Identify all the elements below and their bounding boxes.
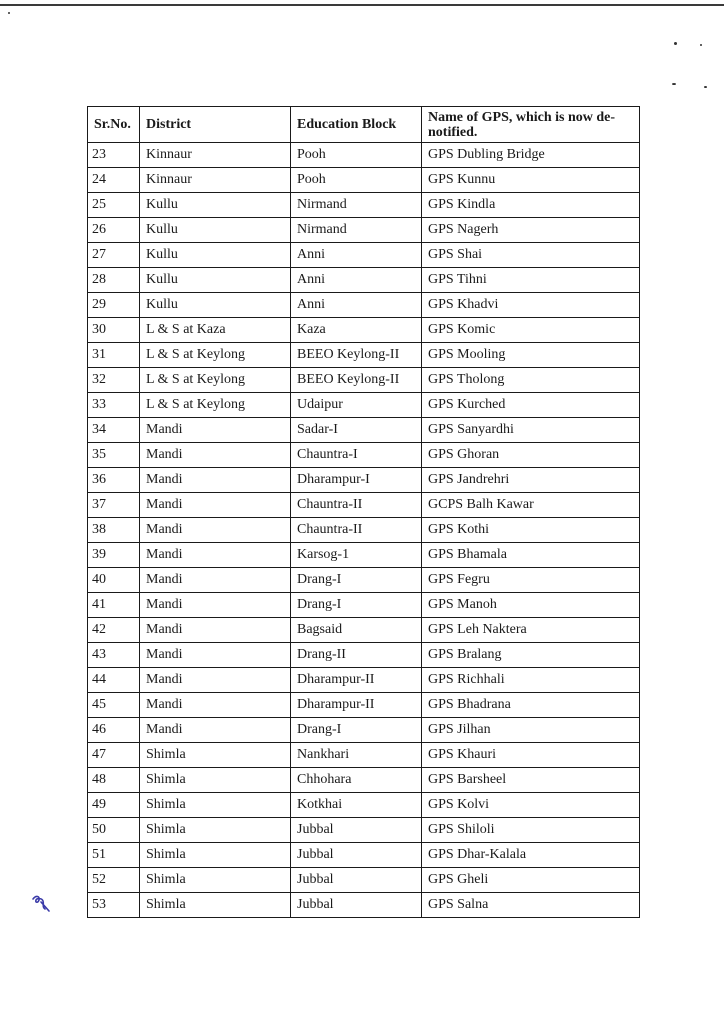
table-row [88, 393, 640, 418]
cell-gps-name: GPS Kindla [422, 193, 640, 218]
cell-gps-name: GPS Khauri [422, 743, 640, 768]
cell-district: Kullu [140, 243, 291, 268]
table-row [88, 368, 640, 393]
cell-sr-no: 26 [88, 218, 140, 243]
cell-gps-name: GPS Richhali [422, 668, 640, 693]
cell-gps-name: GPS Tihni [422, 268, 640, 293]
cell-education-block: Anni [291, 293, 422, 318]
cell-sr-no: 47 [88, 743, 140, 768]
cell-district: Shimla [140, 818, 291, 843]
cell-gps-name: GPS Barsheel [422, 768, 640, 793]
cell-gps-name: GPS Shai [422, 243, 640, 268]
cell-sr-no: 42 [88, 618, 140, 643]
scan-speck [700, 44, 702, 46]
cell-district: L & S at Kaza [140, 318, 291, 343]
cell-sr-no: 29 [88, 293, 140, 318]
cell-gps-name: GPS Jilhan [422, 718, 640, 743]
cell-sr-no: 37 [88, 493, 140, 518]
cell-sr-no: 31 [88, 343, 140, 368]
cell-education-block: Chauntra-II [291, 493, 422, 518]
cell-gps-name: GPS Kothi [422, 518, 640, 543]
cell-education-block: Anni [291, 268, 422, 293]
scan-top-edge [0, 4, 724, 6]
table-row [88, 143, 640, 168]
cell-district: Mandi [140, 418, 291, 443]
cell-education-block: Kaza [291, 318, 422, 343]
table-row [88, 618, 640, 643]
table-row [88, 693, 640, 718]
table-row [88, 168, 640, 193]
header-education-block: Education Block [291, 107, 422, 143]
cell-sr-no: 38 [88, 518, 140, 543]
cell-district: Mandi [140, 668, 291, 693]
cell-gps-name: GPS Kurched [422, 393, 640, 418]
cell-education-block: Pooh [291, 143, 422, 168]
cell-sr-no: 28 [88, 268, 140, 293]
denotified-gps-table [87, 106, 640, 918]
cell-education-block: Jubbal [291, 843, 422, 868]
table-row [88, 893, 640, 918]
cell-education-block: Drang-I [291, 568, 422, 593]
cell-sr-no: 45 [88, 693, 140, 718]
cell-gps-name: GPS Ghoran [422, 443, 640, 468]
cell-gps-name: GPS Salna [422, 893, 640, 918]
cell-education-block: Jubbal [291, 818, 422, 843]
cell-sr-no: 34 [88, 418, 140, 443]
cell-gps-name: GPS Khadvi [422, 293, 640, 318]
cell-gps-name: GPS Fegru [422, 568, 640, 593]
table-row [88, 518, 640, 543]
cell-gps-name: GPS Bhadrana [422, 693, 640, 718]
cell-sr-no: 35 [88, 443, 140, 468]
cell-sr-no: 50 [88, 818, 140, 843]
table-row [88, 568, 640, 593]
table-row [88, 668, 640, 693]
header-gps-name: Name of GPS, which is now de-notified. [422, 107, 640, 143]
cell-gps-name: GPS Komic [422, 318, 640, 343]
cell-sr-no: 46 [88, 718, 140, 743]
table-row [88, 818, 640, 843]
cell-sr-no: 39 [88, 543, 140, 568]
cell-gps-name: GPS Jandrehri [422, 468, 640, 493]
cell-district: Mandi [140, 543, 291, 568]
cell-gps-name: GPS Kunnu [422, 168, 640, 193]
table-row [88, 593, 640, 618]
cell-district: L & S at Keylong [140, 368, 291, 393]
table-row [88, 543, 640, 568]
cell-sr-no: 24 [88, 168, 140, 193]
cell-gps-name: GPS Dhar-Kalala [422, 843, 640, 868]
cell-sr-no: 33 [88, 393, 140, 418]
cell-gps-name: GPS Kolvi [422, 793, 640, 818]
scan-speck [674, 42, 677, 45]
cell-education-block: Dharampur-II [291, 668, 422, 693]
cell-gps-name: GPS Bhamala [422, 543, 640, 568]
cell-gps-name: GPS Manoh [422, 593, 640, 618]
table-row [88, 218, 640, 243]
cell-education-block: Pooh [291, 168, 422, 193]
cell-district: Kullu [140, 193, 291, 218]
cell-district: Mandi [140, 443, 291, 468]
cell-education-block: Bagsaid [291, 618, 422, 643]
header-sr-no: Sr.No. [88, 107, 140, 143]
cell-education-block: Drang-I [291, 593, 422, 618]
cell-sr-no: 23 [88, 143, 140, 168]
table-row [88, 843, 640, 868]
cell-education-block: Drang-I [291, 718, 422, 743]
cell-district: Mandi [140, 693, 291, 718]
table-row [88, 343, 640, 368]
cell-district: Mandi [140, 618, 291, 643]
cell-district: Mandi [140, 493, 291, 518]
table-row [88, 243, 640, 268]
cell-district: Kullu [140, 293, 291, 318]
cell-education-block: Chauntra-I [291, 443, 422, 468]
cell-district: Shimla [140, 743, 291, 768]
cell-education-block: BEEO Keylong-II [291, 343, 422, 368]
cell-district: Kullu [140, 218, 291, 243]
cell-gps-name: GPS Tholong [422, 368, 640, 393]
table-row [88, 468, 640, 493]
cell-education-block: Drang-II [291, 643, 422, 668]
cell-district: Mandi [140, 643, 291, 668]
cell-district: Mandi [140, 568, 291, 593]
cell-sr-no: 53 [88, 893, 140, 918]
cell-district: L & S at Keylong [140, 393, 291, 418]
cell-district: Shimla [140, 768, 291, 793]
cell-sr-no: 49 [88, 793, 140, 818]
table-row [88, 443, 640, 468]
cell-gps-name: GPS Mooling [422, 343, 640, 368]
cell-sr-no: 52 [88, 868, 140, 893]
cell-education-block: Jubbal [291, 868, 422, 893]
cell-sr-no: 27 [88, 243, 140, 268]
cell-education-block: Sadar-I [291, 418, 422, 443]
cell-sr-no: 48 [88, 768, 140, 793]
cell-district: Kullu [140, 268, 291, 293]
cell-education-block: Chhohara [291, 768, 422, 793]
table-row [88, 318, 640, 343]
cell-education-block: Anni [291, 243, 422, 268]
table-row [88, 193, 640, 218]
cell-gps-name: GPS Dubling Bridge [422, 143, 640, 168]
cell-education-block: Nirmand [291, 218, 422, 243]
scan-speck [672, 83, 676, 85]
cell-gps-name: GPS Leh Naktera [422, 618, 640, 643]
cell-education-block: Nankhari [291, 743, 422, 768]
header-district: District [140, 107, 291, 143]
table-row [88, 718, 640, 743]
cell-education-block: Dharampur-I [291, 468, 422, 493]
cell-education-block: Udaipur [291, 393, 422, 418]
cell-education-block: BEEO Keylong-II [291, 368, 422, 393]
cell-sr-no: 36 [88, 468, 140, 493]
cell-education-block: Dharampur-II [291, 693, 422, 718]
scan-speck [704, 86, 707, 88]
cell-gps-name: GCPS Balh Kawar [422, 493, 640, 518]
cell-sr-no: 40 [88, 568, 140, 593]
cell-district: Kinnaur [140, 143, 291, 168]
cell-gps-name: GPS Nagerh [422, 218, 640, 243]
cell-education-block: Kotkhai [291, 793, 422, 818]
cell-sr-no: 41 [88, 593, 140, 618]
cell-sr-no: 25 [88, 193, 140, 218]
cell-gps-name: GPS Shiloli [422, 818, 640, 843]
cell-district: Mandi [140, 718, 291, 743]
cell-district: Shimla [140, 793, 291, 818]
table-body [88, 143, 640, 918]
cell-sr-no: 43 [88, 643, 140, 668]
cell-gps-name: GPS Gheli [422, 868, 640, 893]
table-row [88, 643, 640, 668]
cell-gps-name: GPS Bralang [422, 643, 640, 668]
cell-gps-name: GPS Sanyardhi [422, 418, 640, 443]
table-row [88, 293, 640, 318]
cell-sr-no: 32 [88, 368, 140, 393]
cell-education-block: Karsog-1 [291, 543, 422, 568]
cell-education-block: Chauntra-II [291, 518, 422, 543]
cell-district: Shimla [140, 868, 291, 893]
cell-sr-no: 51 [88, 843, 140, 868]
table-header-row [88, 107, 640, 143]
table-row [88, 493, 640, 518]
cell-sr-no: 30 [88, 318, 140, 343]
table-row [88, 768, 640, 793]
cell-district: Shimla [140, 843, 291, 868]
cell-sr-no: 44 [88, 668, 140, 693]
cell-district: Mandi [140, 468, 291, 493]
cell-district: Kinnaur [140, 168, 291, 193]
table-row [88, 743, 640, 768]
cell-education-block: Jubbal [291, 893, 422, 918]
handwritten-initial [30, 893, 52, 913]
table-row [88, 418, 640, 443]
cell-district: L & S at Keylong [140, 343, 291, 368]
cell-district: Mandi [140, 518, 291, 543]
table-row [88, 793, 640, 818]
scan-speck [8, 12, 10, 14]
cell-education-block: Nirmand [291, 193, 422, 218]
cell-district: Mandi [140, 593, 291, 618]
cell-district: Shimla [140, 893, 291, 918]
table-row [88, 268, 640, 293]
table-row [88, 868, 640, 893]
